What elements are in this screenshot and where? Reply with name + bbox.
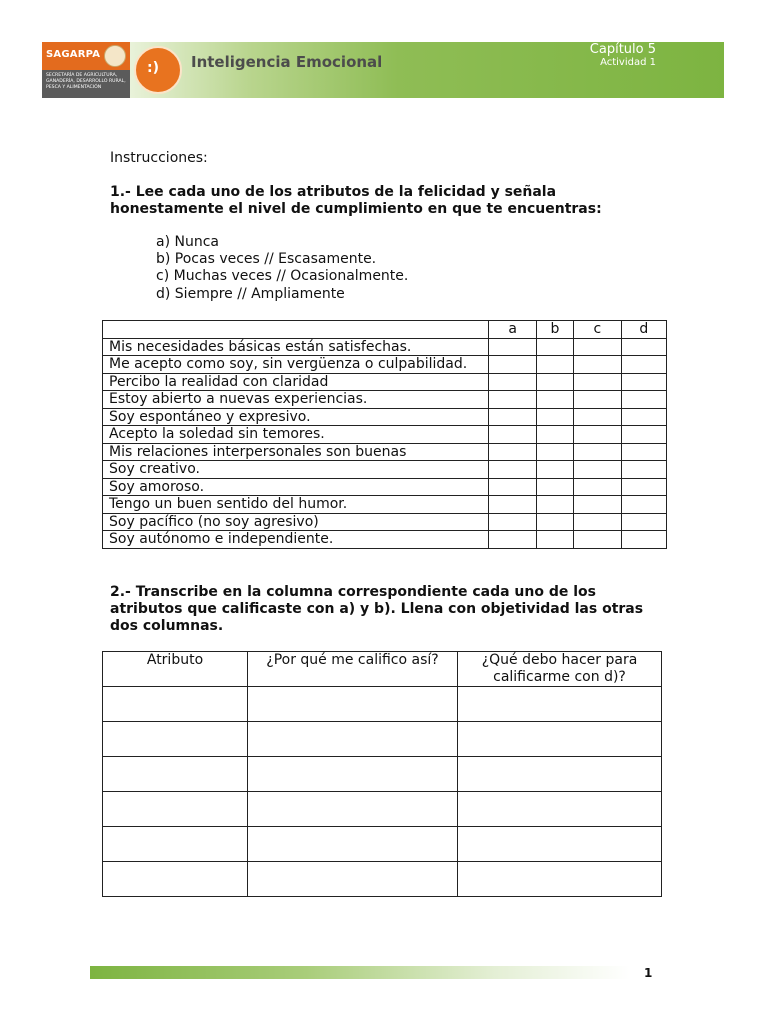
page-header bbox=[42, 42, 724, 98]
atributo-cell[interactable] bbox=[103, 862, 248, 897]
smiley-head-icon: :) bbox=[134, 46, 182, 94]
header-cell-atributo: Atributo bbox=[103, 652, 248, 687]
option-c: c) Muchas veces // Ocasionalmente. bbox=[156, 268, 409, 284]
rating-cell-c[interactable] bbox=[574, 461, 621, 479]
rating-cell-c[interactable] bbox=[574, 426, 621, 444]
rating-cell-b[interactable] bbox=[536, 373, 573, 391]
rating-cell-b[interactable] bbox=[536, 443, 573, 461]
option-d: d) Siempre // Ampliamente bbox=[156, 286, 345, 302]
header-cell-por-que: ¿Por qué me califico así? bbox=[248, 652, 458, 687]
rating-cell-c[interactable] bbox=[574, 531, 621, 549]
rating-cell-a[interactable] bbox=[489, 408, 536, 426]
brand-subtitle: SECRETARÍA DE AGRICULTURA, GANADERÍA, DESARROLLO RURAL, PESCA Y ALIMENTACIÓN bbox=[46, 73, 126, 90]
rating-cell-b[interactable] bbox=[536, 513, 573, 531]
que-hacer-cell[interactable] bbox=[458, 722, 662, 757]
attribute-cell: Tengo un buen sentido del humor. bbox=[103, 496, 489, 514]
attribute-cell: Soy pacífico (no soy agresivo) bbox=[103, 513, 489, 531]
rating-cell-a[interactable] bbox=[489, 391, 536, 409]
table-header-row bbox=[103, 321, 667, 339]
attribute-cell: Percibo la realidad con claridad bbox=[103, 373, 489, 391]
rating-cell-d[interactable] bbox=[621, 513, 666, 531]
rating-cell-c[interactable] bbox=[574, 356, 621, 374]
rating-cell-d[interactable] bbox=[621, 461, 666, 479]
rating-cell-c[interactable] bbox=[574, 478, 621, 496]
que-hacer-cell[interactable] bbox=[458, 687, 662, 722]
rating-cell-d[interactable] bbox=[621, 443, 666, 461]
por-que-cell[interactable] bbox=[248, 827, 458, 862]
por-que-cell[interactable] bbox=[248, 862, 458, 897]
rating-cell-c[interactable] bbox=[574, 513, 621, 531]
attribute-cell: Soy autónomo e independiente. bbox=[103, 531, 489, 549]
rating-cell-b[interactable] bbox=[536, 496, 573, 514]
table-row bbox=[103, 356, 667, 374]
table-row bbox=[103, 827, 662, 862]
rating-cell-a[interactable] bbox=[489, 426, 536, 444]
atributo-cell[interactable] bbox=[103, 792, 248, 827]
rating-cell-a[interactable] bbox=[489, 356, 536, 374]
table-row bbox=[103, 373, 667, 391]
table-row bbox=[103, 338, 667, 356]
rating-cell-c[interactable] bbox=[574, 408, 621, 426]
table-row bbox=[103, 792, 662, 827]
option-a: a) Nunca bbox=[156, 234, 219, 250]
rating-cell-a[interactable] bbox=[489, 531, 536, 549]
rating-cell-a[interactable] bbox=[489, 461, 536, 479]
attribute-cell: Soy espontáneo y expresivo. bbox=[103, 408, 489, 426]
rating-cell-b[interactable] bbox=[536, 356, 573, 374]
rating-cell-b[interactable] bbox=[536, 461, 573, 479]
header-cell-que-hacer: ¿Qué debo hacer para calificarme con d)? bbox=[458, 652, 662, 687]
header-cell-d: d bbox=[621, 321, 666, 339]
brand-name: SAGARPA bbox=[46, 49, 101, 60]
table-row bbox=[103, 862, 662, 897]
attribute-cell: Mis necesidades básicas están satisfechas. bbox=[103, 338, 489, 356]
attribute-cell: Me acepto como soy, sin vergüenza o culpabilidad. bbox=[103, 356, 489, 374]
que-hacer-cell[interactable] bbox=[458, 862, 662, 897]
rating-cell-d[interactable] bbox=[621, 391, 666, 409]
rating-cell-b[interactable] bbox=[536, 391, 573, 409]
header-cell-b: b bbox=[536, 321, 573, 339]
table-header-row bbox=[103, 652, 662, 687]
table-row bbox=[103, 443, 667, 461]
attributes-rating-table bbox=[102, 320, 667, 549]
rating-cell-a[interactable] bbox=[489, 478, 536, 496]
instructions-heading: Instrucciones: bbox=[110, 150, 208, 166]
table-row bbox=[103, 426, 667, 444]
table-row bbox=[103, 531, 667, 549]
rating-cell-a[interactable] bbox=[489, 373, 536, 391]
rating-cell-d[interactable] bbox=[621, 426, 666, 444]
rating-cell-a[interactable] bbox=[489, 338, 536, 356]
por-que-cell[interactable] bbox=[248, 792, 458, 827]
table-row bbox=[103, 513, 667, 531]
attribute-cell: Estoy abierto a nuevas experiencias. bbox=[103, 391, 489, 409]
rating-cell-b[interactable] bbox=[536, 408, 573, 426]
option-b: b) Pocas veces // Escasamente. bbox=[156, 251, 377, 267]
rating-cell-b[interactable] bbox=[536, 478, 573, 496]
rating-cell-a[interactable] bbox=[489, 496, 536, 514]
rating-cell-b[interactable] bbox=[536, 338, 573, 356]
table-row bbox=[103, 757, 662, 792]
atributo-cell[interactable] bbox=[103, 827, 248, 862]
rating-cell-d[interactable] bbox=[621, 338, 666, 356]
atributo-cell[interactable] bbox=[103, 757, 248, 792]
rating-cell-c[interactable] bbox=[574, 496, 621, 514]
rating-cell-d[interactable] bbox=[621, 373, 666, 391]
header-cell-c: c bbox=[574, 321, 621, 339]
attribute-cell: Soy creativo. bbox=[103, 461, 489, 479]
rating-cell-a[interactable] bbox=[489, 513, 536, 531]
rating-cell-d[interactable] bbox=[621, 356, 666, 374]
por-que-cell[interactable] bbox=[248, 687, 458, 722]
que-hacer-cell[interactable] bbox=[458, 757, 662, 792]
seal-icon bbox=[104, 45, 126, 67]
attribute-cell: Mis relaciones interpersonales son buenas bbox=[103, 443, 489, 461]
rating-cell-c[interactable] bbox=[574, 391, 621, 409]
rating-cell-b[interactable] bbox=[536, 531, 573, 549]
header-cell-a: a bbox=[489, 321, 536, 339]
header-cell-blank bbox=[103, 321, 489, 339]
footer-bar bbox=[90, 966, 630, 979]
atributo-cell[interactable] bbox=[103, 722, 248, 757]
page-number: 1 bbox=[644, 966, 653, 980]
table-row bbox=[103, 461, 667, 479]
question-1-prompt: 1.- Lee cada uno de los atributos de la felicidad y señala honestamente el nivel de cumplimiento en que te encuentras: bbox=[110, 184, 602, 217]
por-que-cell[interactable] bbox=[248, 722, 458, 757]
activity-label: Actividad 1 bbox=[600, 57, 656, 68]
rating-cell-d[interactable] bbox=[621, 408, 666, 426]
attribute-reflection-table bbox=[102, 651, 662, 897]
rating-cell-c[interactable] bbox=[574, 338, 621, 356]
rating-cell-d[interactable] bbox=[621, 496, 666, 514]
rating-cell-a[interactable] bbox=[489, 443, 536, 461]
rating-cell-c[interactable] bbox=[574, 373, 621, 391]
rating-cell-b[interactable] bbox=[536, 426, 573, 444]
question-2-prompt: 2.- Transcribe en la columna correspondiente cada uno de los atributos que calificaste con a) y b). Llena con objetividad las otras dos columnas. bbox=[110, 584, 644, 634]
por-que-cell[interactable] bbox=[248, 757, 458, 792]
course-title: Inteligencia Emocional bbox=[191, 53, 383, 71]
table-row bbox=[103, 391, 667, 409]
rating-cell-d[interactable] bbox=[621, 478, 666, 496]
table-row bbox=[103, 478, 667, 496]
table-row bbox=[103, 687, 662, 722]
attribute-cell: Soy amoroso. bbox=[103, 478, 489, 496]
rating-cell-c[interactable] bbox=[574, 443, 621, 461]
table-row bbox=[103, 722, 662, 757]
table-row bbox=[103, 408, 667, 426]
attribute-cell: Acepto la soledad sin temores. bbox=[103, 426, 489, 444]
table-row bbox=[103, 496, 667, 514]
que-hacer-cell[interactable] bbox=[458, 827, 662, 862]
que-hacer-cell[interactable] bbox=[458, 792, 662, 827]
chapter-label: Capítulo 5 bbox=[589, 42, 656, 57]
rating-cell-d[interactable] bbox=[621, 531, 666, 549]
sagarpa-logo bbox=[42, 42, 130, 98]
atributo-cell[interactable] bbox=[103, 687, 248, 722]
